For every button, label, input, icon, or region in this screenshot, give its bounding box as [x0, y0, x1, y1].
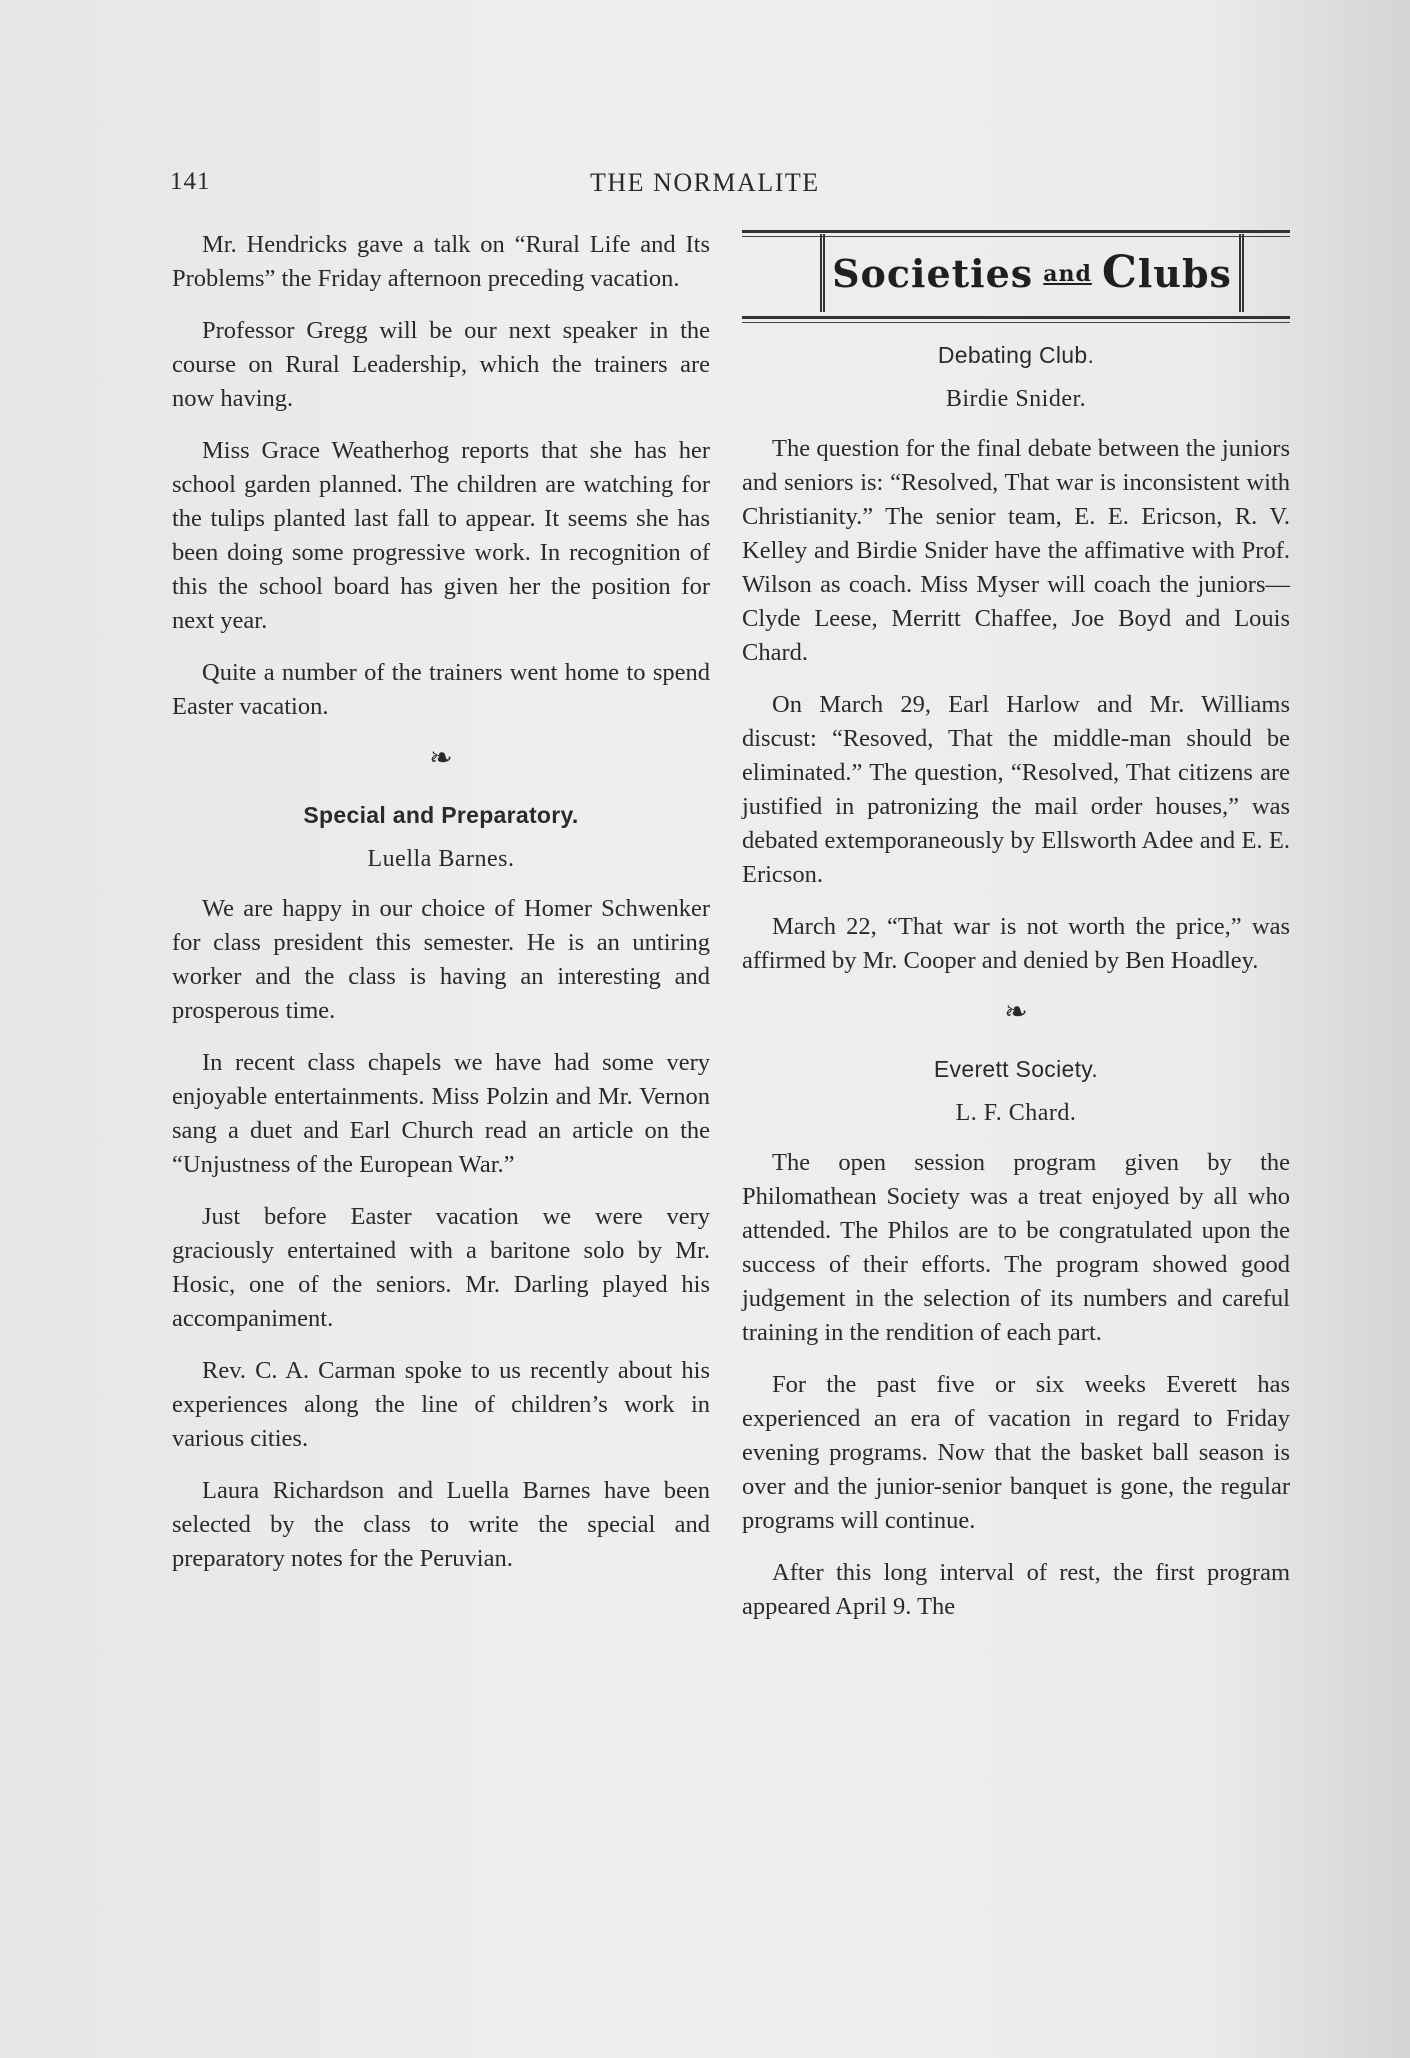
section-author: Luella Barnes. [367, 846, 515, 872]
section-author: L. F. Chard. [955, 1100, 1077, 1126]
paragraph: Miss Grace Weatherhog reports that she has her school garden planned. The children are watching for the tulips planted last fall to appear. It seems she has been doing some progressive work. In recognition of this the school board has given her the position for next year. [172, 437, 710, 634]
banner-word: Societies [832, 250, 1034, 296]
societies-banner [742, 228, 1290, 326]
paragraph: Just before Easter vacation we were very graciously entertained with a baritone solo by Mr. Hosic, one of the seniors. Mr. Darling played his accompaniment. [172, 1203, 710, 1332]
page-header [0, 168, 1410, 208]
paragraph: The question for the final debate between the juniors and seniors is: “Resolved, That war is inconsistent with Christianity.” The senior team, E. E. Ericson, R. V. Kelley and Birdie Snider have the affimative with Prof. Wilson as coach. Miss Myser will coach the juniors—Clyde Leese, Merritt Chaffee, Joe Boyd and Louis Chard. [742, 435, 1290, 666]
left-column [172, 228, 710, 1594]
section-title: Debating Club. [937, 342, 1095, 368]
paragraph: After this long interval of rest, the first program appeared April 9. The [742, 1559, 1290, 1620]
fleuron-icon: ❧ [1004, 997, 1028, 1028]
paragraph: Professor Gregg will be our next speaker in the course on Rural Leadership, which the trainers are now having. [172, 317, 710, 412]
paragraph: On March 29, Earl Harlow and Mr. Williams discust: “Resoved, That the middle-man should be eliminated.” The question, “Resolved, That citizens are justified in patronizing the mail order houses,” was debated extemporaneously by Ellsworth Adee and E. E. Ericson. [742, 691, 1290, 888]
banner-box [820, 234, 1244, 312]
banner-word: lubs [1137, 250, 1232, 296]
paragraph: The open session program given by the Philomathean Society was a treat enjoyed by all who attended. The Philos are to be congratulated upon the success of their efforts. The program showed good judgement in the selection of its numbers and careful training in the rendition of each part. [742, 1149, 1290, 1346]
right-column [742, 228, 1290, 1642]
running-title: THE NORMALITE [590, 168, 820, 197]
paragraph: We are happy in our choice of Homer Schwenker for class president this semester. He is an untiring worker and the class is having an interesting and prosperous time. [172, 895, 710, 1024]
paragraph: Quite a number of the trainers went home to spend Easter vacation. [172, 659, 710, 720]
banner-rule [742, 322, 1290, 323]
banner-title [832, 246, 1232, 298]
section-title: Everett Society. [933, 1056, 1099, 1082]
banner-and: and [1043, 260, 1092, 287]
banner-rule [742, 316, 1290, 319]
page-number: 141 [170, 168, 211, 195]
paragraph: For the past five or six weeks Everett has experienced an era of vacation in regard to Friday evening programs. Now that the basket ball season is over and the junior-senior banquet is gone, the regular programs will continue. [742, 1371, 1290, 1534]
paragraph: In recent class chapels we have had some very enjoyable entertainments. Miss Polzin and Mr. Vernon sang a duet and Earl Church read an article on the “Unjustness of the European War.” [172, 1049, 710, 1178]
paragraph: March 22, “That war is not worth the price,” was affirmed by Mr. Cooper and denied by Ben Hoadley. [742, 913, 1290, 974]
fleuron-icon: ❧ [429, 743, 453, 774]
banner-initial: C [1101, 246, 1138, 298]
section-title: Special and Preparatory. [303, 802, 579, 828]
section-author: Birdie Snider. [945, 386, 1087, 412]
paragraph: Laura Richardson and Luella Barnes have been selected by the class to write the special and preparatory notes for the Peruvian. [172, 1477, 710, 1572]
paragraph: Mr. Hendricks gave a talk on “Rural Life and Its Problems” the Friday afternoon preceding vacation. [172, 231, 710, 292]
banner-rule [742, 230, 1290, 233]
paragraph: Rev. C. A. Carman spoke to us recently about his experiences along the line of children’s work in various cities. [172, 1357, 710, 1452]
